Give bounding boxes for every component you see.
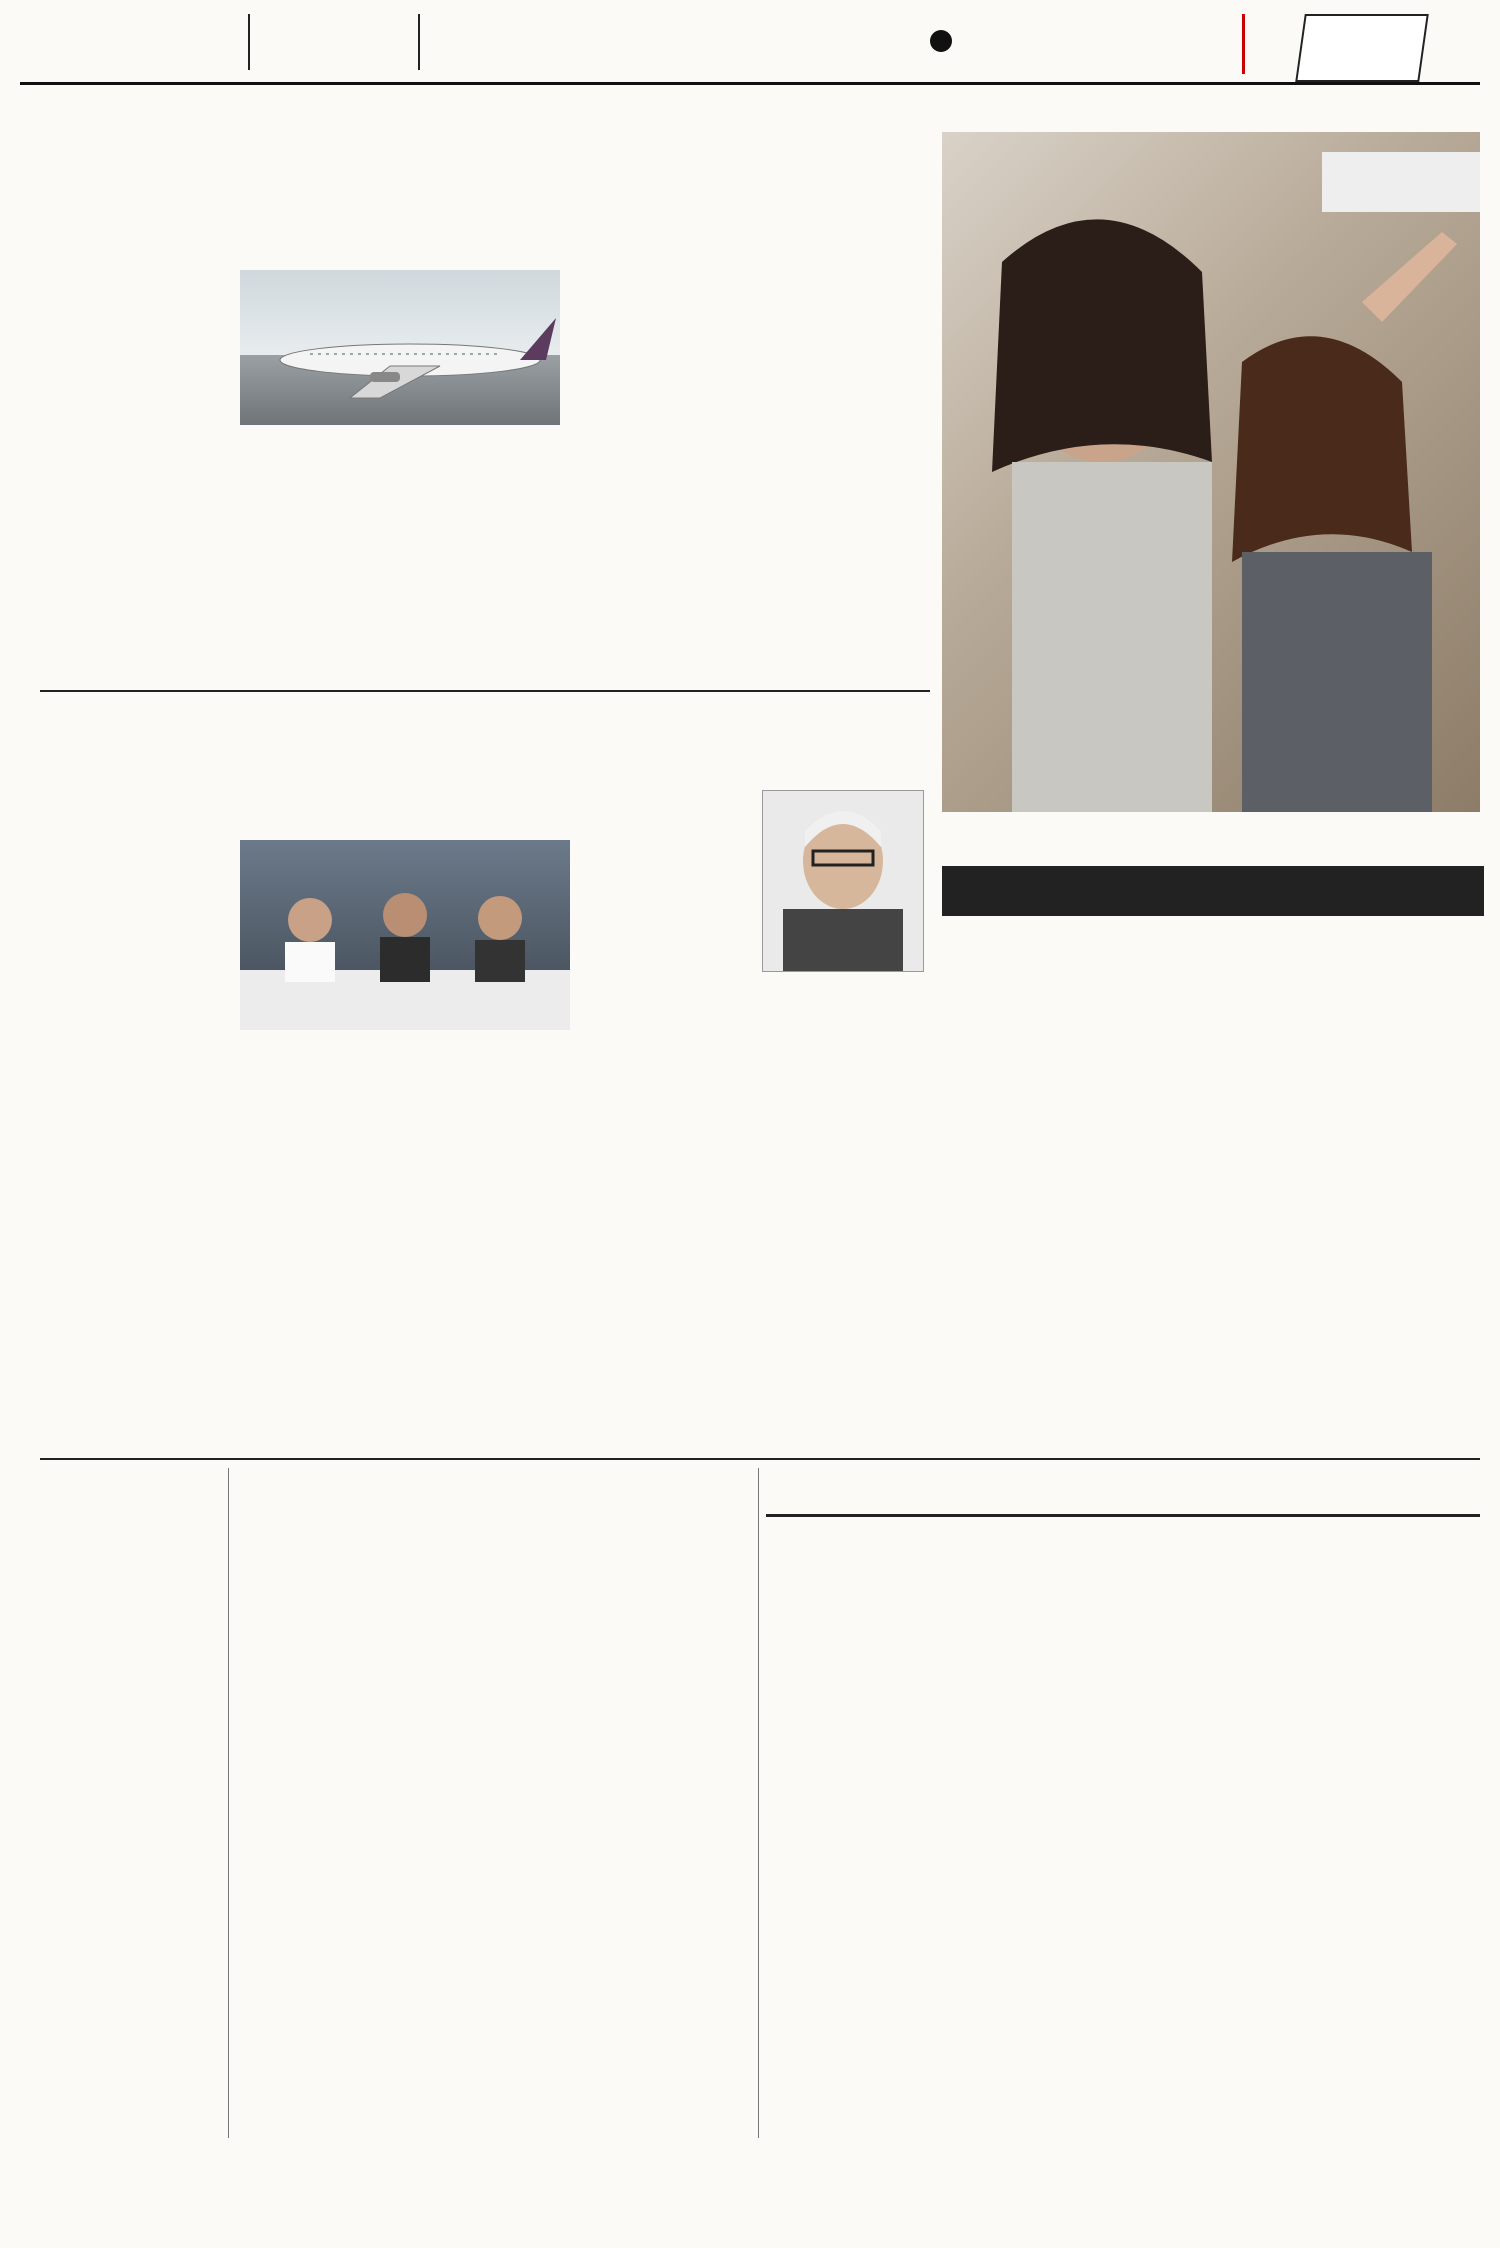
press-meet-photo <box>240 840 570 1030</box>
column-rule-2 <box>758 1468 759 2138</box>
yuan-column-3 <box>584 1584 749 2139</box>
section-rule <box>40 690 930 692</box>
munjal-column-2 <box>582 1180 922 1450</box>
jetking-photo-caption <box>240 1034 570 1072</box>
lead-column-3 <box>768 276 930 676</box>
mother-daughter-photo <box>942 132 1480 812</box>
munjal-column-1 <box>582 780 752 1170</box>
maggi-column-3 <box>1122 1590 1292 2140</box>
section-divider <box>1242 14 1245 74</box>
masthead-divider-2 <box>418 14 420 70</box>
section-rule-2 <box>40 1458 1480 1460</box>
jetking-press-photo <box>240 840 570 1030</box>
maggi-column-1 <box>766 1590 936 2140</box>
lead-photo-caption <box>240 632 560 672</box>
masthead-divider <box>248 14 250 70</box>
column-rule <box>228 1468 229 2138</box>
yuan-column-1 <box>236 1584 401 2139</box>
china-column-3 <box>1302 990 1472 1450</box>
vistara-plane-photo <box>240 270 560 425</box>
page-number <box>1295 14 1429 82</box>
section-bullet-icon <box>930 30 952 52</box>
fashion-event-photo <box>942 132 1480 812</box>
china-kicker <box>942 866 1484 916</box>
maggi-column-2 <box>944 1590 1114 2140</box>
airplane-icon <box>240 270 560 425</box>
maggi-kicker <box>766 1470 1480 1517</box>
china-column-2 <box>1122 990 1292 1450</box>
munjal-portrait <box>762 790 924 972</box>
jetking-column-1 <box>40 830 230 1450</box>
lead-column-2 <box>568 276 758 676</box>
china-column-1 <box>942 990 1112 1450</box>
maggi-column-4 <box>1300 1590 1472 2140</box>
gold-body <box>40 1528 220 2138</box>
portrait-photo <box>763 791 923 971</box>
fashion-caption <box>942 814 1480 854</box>
jetking-column-2 <box>240 1080 400 1450</box>
lead-column-1 <box>40 276 230 676</box>
yuan-column-2 <box>410 1584 575 2139</box>
jetking-column-3 <box>410 1080 570 1450</box>
masthead-rule <box>20 82 1480 85</box>
